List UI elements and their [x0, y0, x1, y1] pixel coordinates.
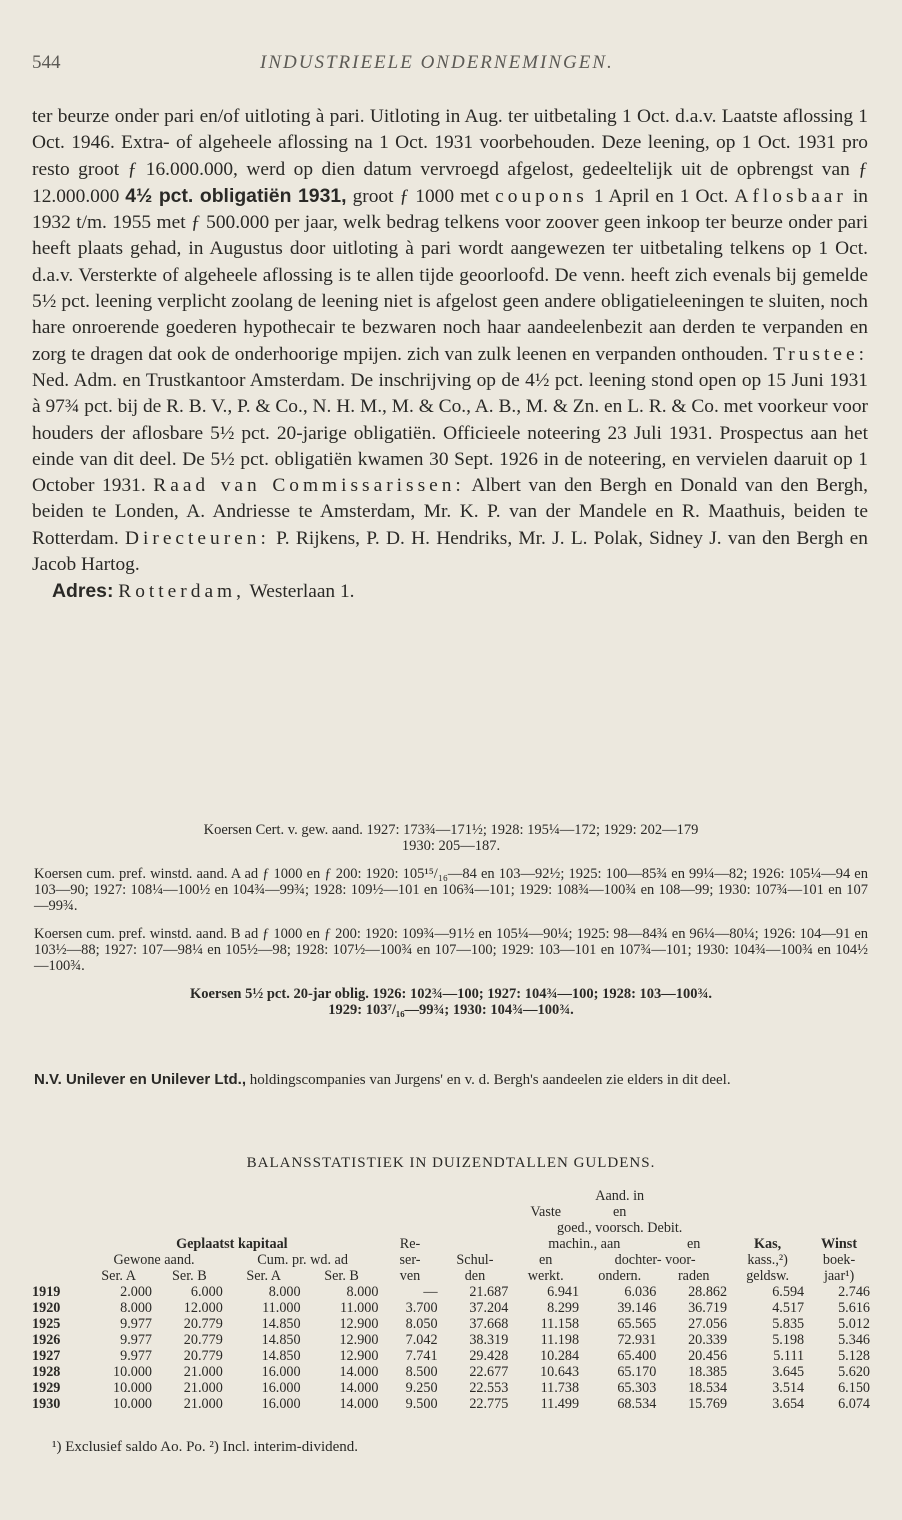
table-cell: 9.250: [405, 1380, 438, 1396]
table-cell: 2.746: [838, 1284, 870, 1300]
table-cell: 16.000: [261, 1380, 301, 1396]
table-cell: 20.779: [183, 1348, 223, 1364]
table-cell: 27.056: [688, 1316, 728, 1332]
col-header: Ser. B: [172, 1268, 207, 1284]
col-header: Schul-: [456, 1252, 494, 1268]
unilever-text: holdingscompanies van Jurgens' en v. d. Bergh's aandeelen zie elders in dit deel.: [246, 1072, 731, 1088]
table-cell: 8.500: [405, 1364, 438, 1380]
table-cell: 10.000: [113, 1396, 153, 1412]
table-cell: 18.385: [688, 1364, 728, 1380]
table-cell: 8.050: [405, 1316, 438, 1332]
table-cell: 72.931: [617, 1332, 657, 1348]
col-header: Vaste: [530, 1204, 562, 1220]
col-header: den: [464, 1268, 486, 1284]
table-cell: 14.000: [339, 1380, 379, 1396]
table-cell: 8.299: [547, 1300, 580, 1316]
table-cell: 22.775: [469, 1396, 509, 1412]
table-cell: 5.835: [772, 1316, 805, 1332]
table-cell: 6.074: [838, 1396, 870, 1412]
table-cell: 14.000: [339, 1396, 379, 1412]
table-cell: 10.000: [113, 1364, 153, 1380]
table-cell: 11.000: [262, 1300, 301, 1316]
unilever-name: N.V. Unilever en Unilever Ltd.,: [34, 1071, 247, 1088]
text-run: P. Rijkens, P. D. H. Hendriks, Mr. J. L. Polak, Sidney J. van den Bergh en Jacob Hartog.: [32, 527, 868, 576]
unilever-note: [34, 1071, 868, 1089]
table-cell: 29.428: [469, 1348, 509, 1364]
table-cell: 11.158: [540, 1316, 580, 1332]
row-year: 1925: [32, 1316, 61, 1332]
table-cell: 3.645: [772, 1364, 805, 1380]
text-run: Ned. Adm. en Trustkantoor Amsterdam. De inschrijving op de 4½ pct. leening stond open op 15 Juni 1931 à 97¾ pct. bij de R. B. V., P. & Co., N. H. M., M. & Co., A. B., M. & Zn. en L. R. & Co. met voorkeur voor houders der aflosbare 5½ pct. 20-jarige obligatiën. Officieele noteering 23 Juli 1931. Prospectus aan het einde van dit deel. De 5½ pct. obligatiën kwamen 30 Sept. 1926 in de noteering, en vervielen daaruit op 1 October 1931.: [32, 369, 868, 497]
table-cell: 9.977: [120, 1348, 153, 1364]
row-year: 1927: [32, 1348, 61, 1364]
table-cell: 20.779: [183, 1332, 223, 1348]
paragraph-body: [32, 104, 868, 578]
col-header: en: [539, 1252, 553, 1268]
col-header: en: [687, 1236, 701, 1252]
table-cell: 21.000: [183, 1380, 223, 1396]
table-cell: 4.517: [772, 1300, 805, 1316]
quote-block-pref-b: Koersen cum. pref. winstd. aand. B ad ƒ 1000 en ƒ 200: 1920: 109¾—91½ en 105¼—90¼; 1925: 98—84¾ en 96¼—80¼; 1926: 104—91 en 103½—88; 1927: 107—98¼ en 105½—98; 1928: 107½—100¾ en 107—100; 1929: 103—101 en 107¾—101; 1930: 104¾—100¾ en 104½—100¾.: [34, 926, 868, 974]
table-cell: 39.146: [617, 1300, 657, 1316]
table-cell: 16.000: [261, 1364, 301, 1380]
col-header: Aand. in: [595, 1188, 645, 1204]
table-cell: 37.668: [469, 1316, 509, 1332]
col-header: en: [613, 1204, 627, 1220]
table-cell: 3.514: [772, 1380, 805, 1396]
table-cell: 11.000: [339, 1300, 379, 1316]
price-quotes: [34, 822, 868, 1030]
col-header: jaar¹): [823, 1268, 855, 1284]
table-cell: 6.150: [838, 1380, 870, 1396]
balance-table-body: [30, 1284, 872, 1412]
col-header: machin., aan: [548, 1236, 621, 1252]
text-run: Albert van den Bergh en Donald van den Bergh, beiden te Londen, A. Andriesse te Amsterdam, Mr. K. P. van der Mandele en R. Maathuis, beiden te Rotterdam.: [32, 475, 868, 549]
row-year: 1920: [32, 1300, 61, 1316]
col-header: Ser. A: [246, 1268, 282, 1284]
table-cell: 5.111: [773, 1348, 805, 1364]
col-header: Kas,: [754, 1236, 782, 1252]
row-year: 1929: [32, 1380, 61, 1396]
footnotes: [52, 1439, 358, 1456]
footnote-text: Incl. interim-dividend.: [218, 1439, 359, 1455]
table-row: [30, 1364, 872, 1380]
table-cell: 65.170: [617, 1364, 657, 1380]
col-header: geldsw.: [746, 1268, 790, 1284]
table-cell: 8.000: [268, 1284, 301, 1300]
table-cell: 18.534: [688, 1380, 728, 1396]
table-cell: 14.000: [339, 1364, 379, 1380]
col-header: Re-: [399, 1236, 421, 1252]
spaced-term-aflosbaar: Aflosbaar: [734, 185, 847, 207]
col-header: kass.,²): [747, 1252, 788, 1268]
table-cell: 10.643: [540, 1364, 580, 1380]
table-cell: 11.499: [540, 1396, 580, 1412]
table-cell: 12.900: [339, 1332, 379, 1348]
table-cell: 65.303: [617, 1380, 657, 1396]
spaced-term-trustee: Trustee:: [773, 343, 868, 365]
col-header: Ser. A: [101, 1268, 136, 1284]
spaced-term-coupons: coupons: [495, 185, 588, 207]
col-header: goed., voorsch. Debit.: [557, 1220, 683, 1236]
table-row: [30, 1380, 872, 1396]
col-header: ser-: [399, 1252, 421, 1268]
table-cell: 37.204: [469, 1300, 509, 1316]
quote-block-pref-a: Koersen cum. pref. winstd. aand. A ad ƒ 1000 en ƒ 200: 1920: 105¹⁵/₁₆—84 en 103—92½; 1925: 100—85¾ en 99¼—82; 1926: 105¼—94 en 103—90; 1927: 108¼—100½ en 104¾—99¾; 1928: 109½—101 en 106¾—101; 1929: 108¾—100¾ en 108—99; 1930: 107¾—101 en 107—99¾.: [34, 866, 868, 914]
table-row: [30, 1396, 872, 1412]
table-cell: 20.779: [183, 1316, 223, 1332]
col-header: dochter- voor-: [614, 1252, 696, 1268]
table-cell: 12.900: [339, 1348, 379, 1364]
table-cell: 5.198: [772, 1332, 805, 1348]
table-cell: 38.319: [469, 1332, 509, 1348]
table-cell: 5.128: [838, 1348, 870, 1364]
text-run: ter beurze onder pari en/of uitloting à pari. Uitloting in Aug. ter uitbetaling 1 Oct. d.a.v. Laatste aflossing 1 Oct. 1946. Extra- of algeheele aflossing na 1 Oct. 1931 voorbehouden. Deze leening, op 1 Oct. 1931 pro resto groot ƒ 16.000.000, werd op dien datum vervroegd afgelost, gedeeltelijk uit de opbrengst van ƒ 12.000.000: [32, 106, 868, 207]
text-run: groot ƒ 1000 met: [346, 185, 496, 207]
table-cell: 9.500: [405, 1396, 438, 1412]
table-cell: 10.000: [113, 1380, 153, 1396]
table-cell: 22.553: [469, 1380, 509, 1396]
table-cell: 65.400: [617, 1348, 657, 1364]
table-cell: 6.941: [547, 1284, 580, 1300]
table-cell: 3.700: [405, 1300, 438, 1316]
table-cell: 6.036: [624, 1284, 657, 1300]
bond-title: 4½ pct. obligatiën 1931,: [125, 184, 347, 207]
table-cell: 21.687: [469, 1284, 509, 1300]
quote-line: 1929: 103⁷/₁₆—99¾; 1930: 104¾—100¾.: [328, 1002, 574, 1018]
table-cell: 3.654: [772, 1396, 805, 1412]
table-cell: 21.000: [183, 1364, 223, 1380]
table-cell: 11.738: [540, 1380, 580, 1396]
table-cell: 5.346: [838, 1332, 870, 1348]
table-cell: 7.741: [405, 1348, 438, 1364]
table-cell: 20.456: [688, 1348, 728, 1364]
col-header: ondern.: [598, 1268, 642, 1284]
address-city: Rotterdam,: [118, 581, 245, 603]
quote-block-oblig: [34, 986, 868, 1018]
table-cell: 12.900: [339, 1316, 379, 1332]
table-row: [30, 1332, 872, 1348]
col-header: raden: [677, 1268, 710, 1284]
table-cell: 8.000: [120, 1300, 153, 1316]
footnote-mark: ¹): [52, 1439, 62, 1455]
row-year: 1926: [32, 1332, 61, 1348]
col-header: werkt.: [527, 1268, 564, 1284]
table-cell: 9.977: [120, 1316, 153, 1332]
quote-block-cert: [34, 822, 868, 854]
table-cell: 28.862: [688, 1284, 728, 1300]
table-cell: 14.850: [261, 1348, 301, 1364]
spaced-term-commissarissen: Raad van Commissarissen:: [153, 475, 465, 497]
table-cell: 20.339: [688, 1332, 728, 1348]
spaced-term-directeuren: Directeuren:: [124, 527, 270, 549]
quote-line: Koersen 5½ pct. 20-jar oblig. 1926: 102¾—100; 1927: 104¾—100; 1928: 103—100¾.: [189, 986, 713, 1002]
table-cell: 6.594: [772, 1284, 805, 1300]
quote-line: Koersen Cert. v. gew. aand. 1927: 173¾—171½; 1928: 195¼—172; 1929: 202—179: [203, 822, 699, 838]
table-cell: 6.000: [190, 1284, 223, 1300]
table-cell: 2.000: [120, 1284, 153, 1300]
table-row: [30, 1284, 872, 1300]
table-cell: 5.012: [838, 1316, 870, 1332]
table-cell: 5.620: [838, 1364, 870, 1380]
col-header-geplaatst: Geplaatst kapitaal: [176, 1236, 288, 1252]
table-cell: 36.719: [688, 1300, 728, 1316]
table-cell: 10.284: [540, 1348, 580, 1364]
table-row: [30, 1348, 872, 1364]
balance-table: [30, 1188, 872, 1412]
table-title: BALANSSTATISTIEK IN DUIZENDTALLEN GULDENS.: [246, 1155, 656, 1171]
table-cell: 9.977: [120, 1332, 153, 1348]
address-label: Adres:: [52, 580, 114, 603]
table-cell: 14.850: [261, 1316, 301, 1332]
quote-line: 1930: 205—187.: [401, 838, 501, 854]
table-cell: 16.000: [261, 1396, 301, 1412]
address-street: Westerlaan 1.: [244, 581, 355, 603]
row-year: 1919: [32, 1284, 61, 1300]
table-cell: 11.198: [540, 1332, 580, 1348]
table-cell: 65.565: [617, 1316, 657, 1332]
table-cell: 5.616: [838, 1300, 870, 1316]
text-run: 1 April en 1 Oct.: [587, 185, 735, 207]
main-paragraph: [32, 104, 868, 606]
page-header: [32, 52, 866, 80]
page-number: 544: [32, 52, 61, 73]
table-cell: 15.769: [688, 1396, 728, 1412]
table-cell: 68.534: [617, 1396, 657, 1412]
footnote-text: Exclusief saldo Ao. Po.: [61, 1439, 210, 1455]
col-header: ven: [399, 1268, 421, 1284]
table-row: [30, 1316, 872, 1332]
col-header: Gewone aand.: [113, 1252, 195, 1268]
address-line: [52, 578, 868, 605]
text-run: in 1932 t/m. 1955 met ƒ 500.000 per jaar, welk bedrag telkens voor zoover geen inkoop ter beurze onder pari heeft plaats gehad, in Augustus door uitloting à pari wordt aangewezen ter uitbetaling telkens op 1 Oct. d.a.v. Versterkte of algeheele aflossing is te allen tijde geoorloofd. De venn. heeft zich evenals bij gemelde 5½ pct. leening verplicht zoolang de leening niet is afgelost geen andere obligatieleeningen te sluiten, noch hare onroerende goederen hypothecair te bezwaren noch haar aandeelenbezit aan derden te verpanden en zorg te dragen dat ook de onderhoorige mpijen. zich van zulk leenen en verpanden onthouden.: [32, 185, 868, 365]
col-header: boek-: [822, 1252, 856, 1268]
row-year: 1930: [32, 1396, 61, 1412]
table-cell: 21.000: [183, 1396, 223, 1412]
table-row: [30, 1300, 872, 1316]
table-cell: 14.850: [261, 1332, 301, 1348]
table-cell: 8.000: [346, 1284, 379, 1300]
col-header: Winst: [821, 1236, 858, 1252]
footnote-mark: ²): [209, 1439, 219, 1455]
running-title: INDUSTRIEELE ONDERNEMINGEN.: [260, 52, 614, 73]
table-cell: 7.042: [405, 1332, 438, 1348]
table-cell: 22.677: [469, 1364, 509, 1380]
col-header: Ser. B: [324, 1268, 359, 1284]
row-year: 1928: [32, 1364, 61, 1380]
col-header: Cum. pr. wd. ad: [257, 1252, 348, 1268]
table-cell: —: [423, 1284, 438, 1300]
table-cell: 12.000: [183, 1300, 223, 1316]
